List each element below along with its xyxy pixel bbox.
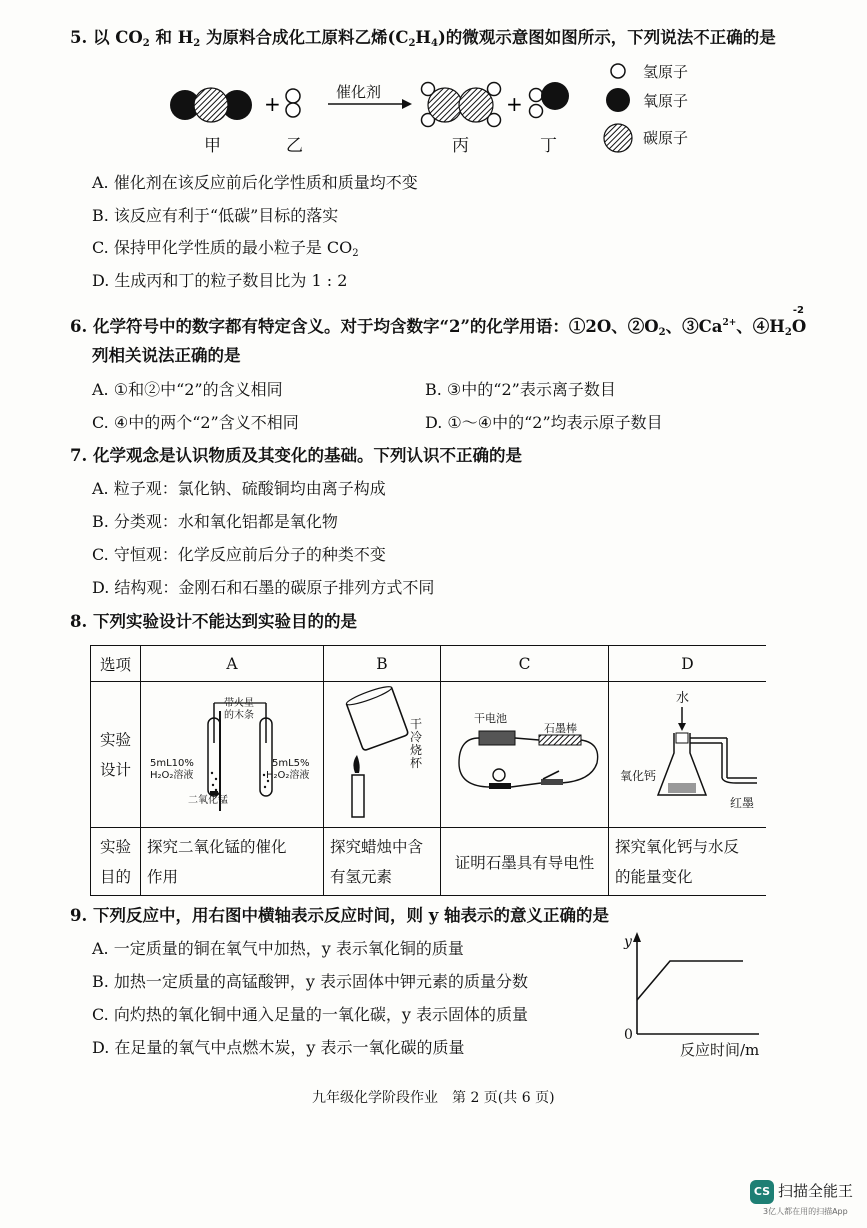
q9-graph-x-label: 反应时间/m bbox=[680, 1041, 760, 1059]
header-a: A bbox=[141, 646, 324, 682]
fig-a-left-1: 5mL10% bbox=[150, 758, 194, 769]
co2-molecule bbox=[170, 88, 252, 122]
label-ding: 丁 bbox=[540, 136, 557, 156]
fig-c-battery: 干电池 bbox=[474, 712, 507, 725]
label-yi: 乙 bbox=[286, 136, 303, 156]
legend-oxygen: 氧原子 bbox=[643, 92, 689, 110]
fig-d-cao: 氧化钙 bbox=[620, 769, 657, 783]
legend-hydrogen: 氢原子 bbox=[643, 63, 689, 81]
label-bing: 丙 bbox=[452, 136, 469, 156]
q9-option-b[interactable]: B. 加热一定质量的高锰酸钾，y 表示固体中钾元素的质量分数 bbox=[92, 972, 529, 991]
fig-a-mno2: 二氧化锰 bbox=[188, 795, 228, 806]
q6-stem-line2: 列相关说法正确的是 bbox=[92, 346, 241, 365]
catalyst-label: 催化剂 bbox=[336, 83, 382, 101]
q5-molecule-diagram bbox=[160, 60, 720, 160]
fig-a-left-2: H₂O₂溶液 bbox=[150, 770, 194, 781]
label-jia: 甲 bbox=[204, 136, 221, 156]
fig-a-right-1: 5mL5% bbox=[272, 758, 310, 769]
q6-stem-line1: 6. 化学符号中的数字都有特定含义。对于均含数字“2”的化学用语：①2O、$②O_2$、$③Ca^{2+}$、$④H_2$ -2 O bbox=[70, 305, 807, 338]
q7-option-c[interactable]: C. 守恒观：化学反应前后分子的种类不变 bbox=[92, 545, 386, 564]
scanner-title: 扫描全能王 bbox=[778, 1182, 854, 1200]
q6-option-a[interactable]: A. ①和②中“2”的含义相同 bbox=[92, 380, 283, 399]
q6-option-c[interactable]: C. ④中的两个“2”含义不相同 bbox=[92, 413, 299, 432]
svg-text:+: + bbox=[506, 92, 523, 116]
q7-option-b[interactable]: B. 分类观：水和氧化铝都是氧化物 bbox=[92, 512, 338, 531]
header-d: D bbox=[609, 646, 767, 682]
c2h4-molecule bbox=[422, 83, 501, 127]
fig-b-beaker-label: 干冷烧杯 bbox=[410, 717, 423, 770]
q5-stem: 5. 以 $CO_2$ 和 $H_2$ 为原料合成化工原料乙烯$(C_2H_4)$的微观示意图如图所示，下列说法不正确的是 bbox=[70, 28, 776, 49]
q9-graph bbox=[625, 930, 765, 1040]
q5-option-b[interactable]: B. 该反应有利于“低碳”目标的落实 bbox=[92, 206, 339, 225]
q5-option-d[interactable]: D. 生成丙和丁的粒子数目比为 1 : 2 bbox=[92, 271, 348, 290]
fig-c-circuit bbox=[451, 683, 606, 829]
h2o-molecule bbox=[530, 82, 570, 118]
q7-option-d[interactable]: D. 结构观：金刚石和石墨的碳原子排列方式不同 bbox=[92, 578, 435, 597]
fig-c-rod: 石墨棒 bbox=[544, 722, 577, 735]
scanner-logo: CS bbox=[750, 1180, 774, 1204]
fig-d-ink: 红墨 bbox=[730, 796, 755, 810]
q9-option-c[interactable]: C. 向灼热的氧化铜中通入足量的一氧化碳，y 表示固体的质量 bbox=[92, 1005, 528, 1024]
fig-a-splint-2: 的木条 bbox=[224, 710, 254, 721]
q5-option-c[interactable]: C. 保持甲化学性质的最小粒子是 $CO_2$ bbox=[92, 238, 359, 259]
h2-molecule bbox=[286, 89, 300, 117]
q6-option-b[interactable]: B. ③中的“2”表示离子数目 bbox=[425, 380, 616, 399]
purpose-c: 证明石墨具有导电性 bbox=[441, 828, 609, 896]
header-b: B bbox=[324, 646, 441, 682]
q9-stem: 9. 下列反应中，用右图中横轴表示反应时间，则 y 轴表示的意义正确的是 bbox=[70, 906, 610, 925]
q6-option-d[interactable]: D. ①～④中的“2”均表示原子数目 bbox=[425, 413, 663, 432]
q5-option-a[interactable]: A. 催化剂在该反应前后化学性质和质量均不变 bbox=[92, 173, 418, 192]
row-design-label: 实验 设计 bbox=[91, 682, 141, 828]
purpose-a: 探究二氧化锰的催化 作用 bbox=[141, 828, 324, 896]
q9-option-d[interactable]: D. 在足量的氧气中点燃木炭，y 表示一氧化碳的质量 bbox=[92, 1038, 465, 1057]
purpose-b: 探究蜡烛中含 有氢元素 bbox=[324, 828, 441, 896]
q9-graph-curve bbox=[637, 961, 743, 1000]
row-purpose-label: 实验 目的 bbox=[91, 828, 141, 896]
q8-stem: 8. 下列实验设计不能达到实验目的的是 bbox=[70, 612, 357, 631]
q9-option-a[interactable]: A. 一定质量的铜在氧气中加热，y 表示氧化铜的质量 bbox=[92, 939, 464, 958]
legend-carbon: 碳原子 bbox=[643, 129, 689, 147]
fig-a-splint: 带火星 bbox=[224, 698, 254, 709]
header-c: C bbox=[441, 646, 609, 682]
q9-graph-y-label: y bbox=[624, 934, 632, 950]
valence-mark: -2 bbox=[792, 305, 804, 316]
q7-stem: 7. 化学观念是认识物质及其变化的基础。下列认识不正确的是 bbox=[70, 446, 522, 465]
fig-a-right-2: H₂O₂溶液 bbox=[266, 770, 310, 781]
q9-graph-origin: 0 bbox=[624, 1027, 633, 1043]
page-footer: 九年级化学阶段作业 第 2 页(共 6 页) bbox=[312, 1090, 555, 1106]
fig-d-water: 水 bbox=[676, 691, 690, 706]
purpose-d: 探究氧化钙与水反 的能量变化 bbox=[609, 828, 767, 896]
q7-option-a[interactable]: A. 粒子观：氯化钠、硫酸铜均由离子构成 bbox=[92, 479, 386, 498]
header-option: 选项 bbox=[91, 646, 141, 682]
svg-text:+: + bbox=[264, 92, 281, 116]
scanner-subtitle: 3亿人都在用的扫描App bbox=[763, 1207, 848, 1216]
